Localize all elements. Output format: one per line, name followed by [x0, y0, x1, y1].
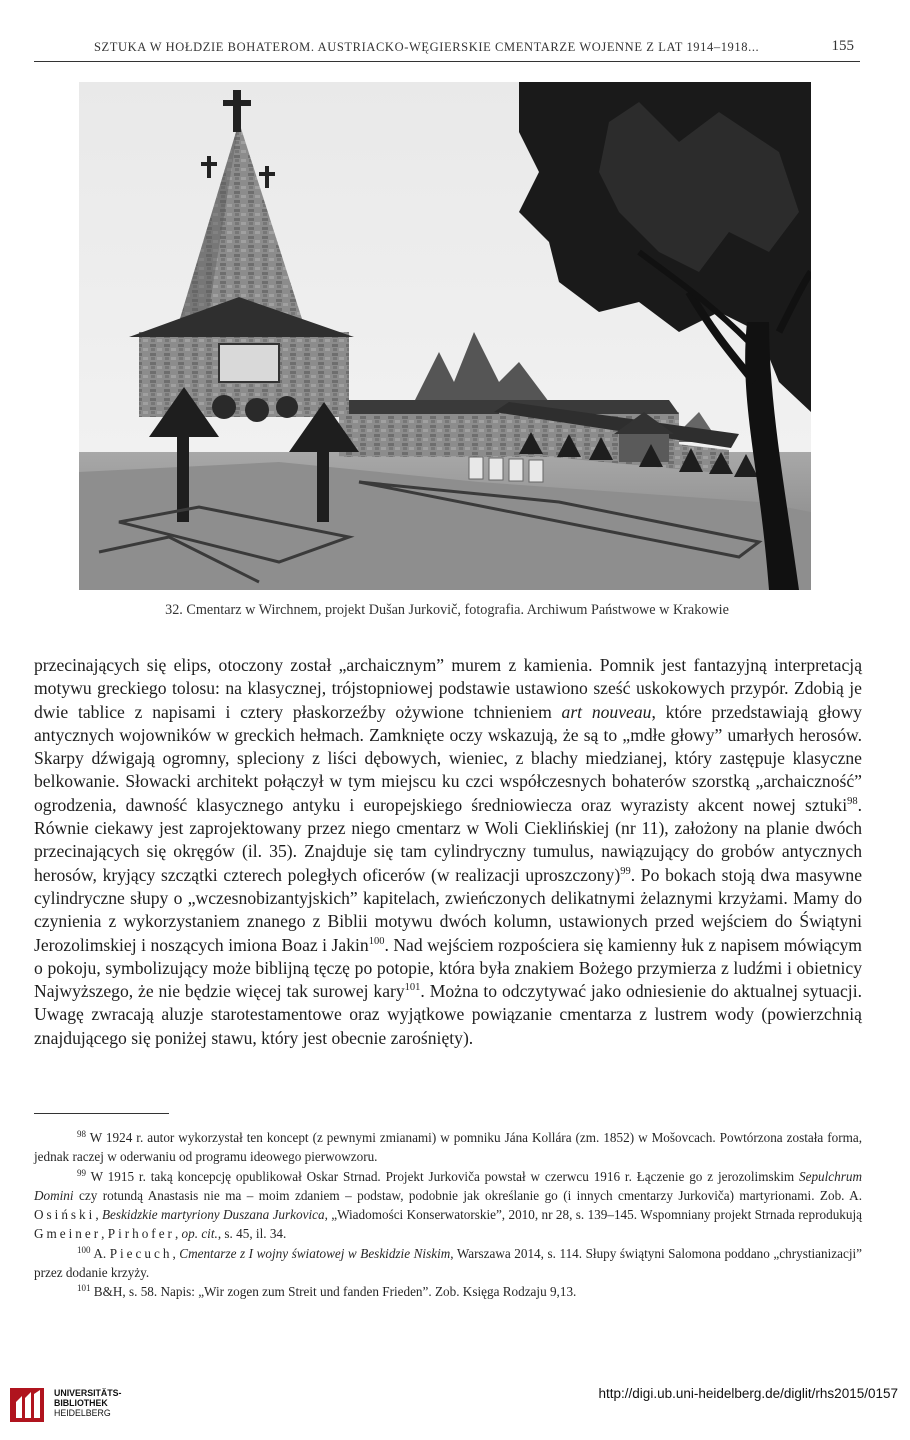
text-segment: przecinających się elips, otoczony został „archaicznym” murem z kamienia. Pomnik jest fantazyjną interpretacją motywu greckiego tolosu: na klasycznej, trójstopniowej podstawie ustawiono sześć uskokowych przypór. Zdobią je dwie tablice z napisami i cztery płaskorzeźby ożywione tchnieniem: [34, 655, 862, 722]
footnote-author: Osiński: [34, 1207, 96, 1223]
footnote-ref-98[interactable]: 98: [847, 795, 858, 807]
footnote-text: czy rotundą Anastasis nie ma – moim zdaniem – podstaw, podobnie jak określanie go (i innych cmentarzy Jurkoviča) martyrionami. Zob. A.: [73, 1187, 862, 1203]
footer-bar: [0, 1376, 910, 1440]
university-library-logo-icon: [8, 1384, 48, 1424]
footnote-text: ,: [95, 1207, 102, 1223]
footnote-number: 100: [77, 1244, 91, 1255]
footnote-text: W 1915 r. taką koncepcję opublikował Oskar Strnad. Projekt Jurkoviča powstał w czerwcu 1916 r. Łączenie go z jerozolimskim: [86, 1168, 799, 1184]
body-paragraph: [34, 654, 862, 1050]
page-number: 155: [831, 38, 854, 54]
footnote-text: ,: [174, 1226, 182, 1242]
library-name-line: BIBLIOTHEK: [54, 1398, 108, 1408]
footnote-number: 98: [77, 1129, 86, 1139]
footnote-text: B&H, s. 58. Napis: „Wir zogen zum Streit und fanden Frieden”. Zob. Księga Rodzaju 9,13.: [90, 1284, 577, 1300]
library-name-line: HEIDELBERG: [54, 1408, 111, 1418]
text-emphasis: art nouveau: [561, 701, 652, 722]
text-segment: . Można to odczytywać jako odniesienie do aktualnej sytuacji. Uwagę zwracają aluzje starotestamentowe oraz wyjątkowe powiązanie cmentarza z lustrem wody (powierzchnią znajdującego się poniżej stawu, który jest obecnie zarośnięty).: [34, 981, 862, 1048]
footnote-emphasis: op. cit.: [181, 1226, 218, 1242]
running-title: SZTUKA W HOŁDZIE BOHATEROM. AUSTRIACKO-WĘGIERSKIE CMENTARZE WOJENNE Z LAT 1914–1918...: [94, 40, 760, 54]
footnote-98: [34, 1128, 862, 1167]
footnote-ref-99[interactable]: 99: [620, 865, 631, 877]
footnote-text: , „Wiadomości Konserwatorskie”, 2010, nr 28, s. 139–145. Wspomniany projekt Strnada reprodukują: [324, 1207, 862, 1223]
library-name-line: UNIVERSITÄTS-: [54, 1388, 122, 1398]
footnote-text: A.: [90, 1245, 110, 1261]
footnote-ref-100[interactable]: 100: [368, 935, 385, 947]
footnote-emphasis: Sepulchrum Domini: [34, 1168, 862, 1203]
text-segment: . Po bokach stoją dwa masywne cylindryczne słupy o „wczesnobizantyjskich” kapitelach, zwieńczonych delikatnymi żelaznymi krzyżami. Mamy do czynienia z wykorzystaniem znanego z Biblii motywu dwóch kolumn, ustawionych przed wejściem do Świątyni Jerozolimskiej i noszących imiona Boaz i Jakin: [34, 864, 862, 955]
cemetery-photo: [79, 82, 811, 590]
cemetery-photo-image: [79, 82, 811, 590]
running-head: [34, 38, 860, 62]
library-name: [54, 1388, 121, 1418]
footnote-text: W 1924 r. autor wykorzystał ten koncept (z pewnymi zmianami) w pomniku Jána Kollára (zm. 1852) w Mošovcach. Powtórzona została forma, jednak raczej w oderwaniu od programu ideowego pierwowzoru.: [34, 1130, 862, 1165]
text-segment: , które przedstawiają głowy antycznych wojowników w greckich hełmach. Zamknięte oczy wskazują, że są to „mdłe głowy” umarłych herosów. Skarpy dźwigają ogromny, spleciony z liści dębowych, wieniec, z blachy miedzianej, który zastępuje klasyczne belkowanie. Słowacki architekt połączył w tym miejscu ku czci współczesnych bohaterów szorstką „archaiczność” ogrodzenia, dawność klasycznego antyku i europejskiego średniowiecza oraz wyrazisty akcent nowej sztuki: [34, 701, 862, 815]
footnote-emphasis: Beskidzkie martyriony Duszana Jurkovica: [102, 1207, 325, 1223]
footnote-divider: [34, 1113, 169, 1114]
figure-caption: 32. Cmentarz w Wirchnem, projekt Dušan Jurkovič, fotografia. Archiwum Państwowe w Krakowie: [165, 602, 729, 618]
text-segment: . Nad wejściem rozpościera się kamienny łuk z napisem mówiącym o pokoju, symbolizujący może biblijną tęczę po potopie, która była znakiem Bożego przymierza z ludźmi i obietnicy Najwyższego, że nie będzie więcej tak surowej kary: [34, 934, 862, 1002]
footnote-number: 101: [77, 1283, 91, 1294]
source-url-link[interactable]: http://digi.ub.uni-heidelberg.de/diglit/rhs2015/0157: [598, 1386, 898, 1401]
footnote-author: Pirhofer: [107, 1226, 175, 1242]
footnotes: [34, 1128, 862, 1302]
footnote-ref-101[interactable]: 101: [404, 982, 421, 994]
footnote-101: [34, 1282, 862, 1301]
footnote-text: ,: [101, 1226, 108, 1242]
footnote-emphasis: Cmentarze z I wojny światowej w Beskidzie Niskim: [179, 1245, 451, 1261]
footnote-100: [34, 1244, 862, 1283]
text-segment: . Równie ciekawy jest zaprojektowany przez niego cmentarz w Woli Cieklińskiej (nr 11), założony na planie dwóch przecinających się okręgów (il. 35). Znajduje się tam cylindryczny tumulus, nawiązujący do grobów antycznych herosów, kryjący szczątki czterech poległych oficerów (w realizacji uproszczony): [34, 794, 862, 885]
footnote-author: Gmeiner: [34, 1226, 102, 1242]
footnote-text: , Warszawa 2014, s. 114. Słupy świątyni Salomona poddano „chrystianizacji” przez dodanie krzyży.: [34, 1245, 863, 1281]
footnote-text: , s. 45, il. 34.: [217, 1226, 287, 1242]
footnote-text: ,: [172, 1245, 180, 1261]
footnote-author: Piecuch: [109, 1245, 173, 1261]
footnote-99: [34, 1167, 862, 1244]
footnote-number: 99: [77, 1167, 86, 1178]
main-text: [34, 654, 862, 1050]
